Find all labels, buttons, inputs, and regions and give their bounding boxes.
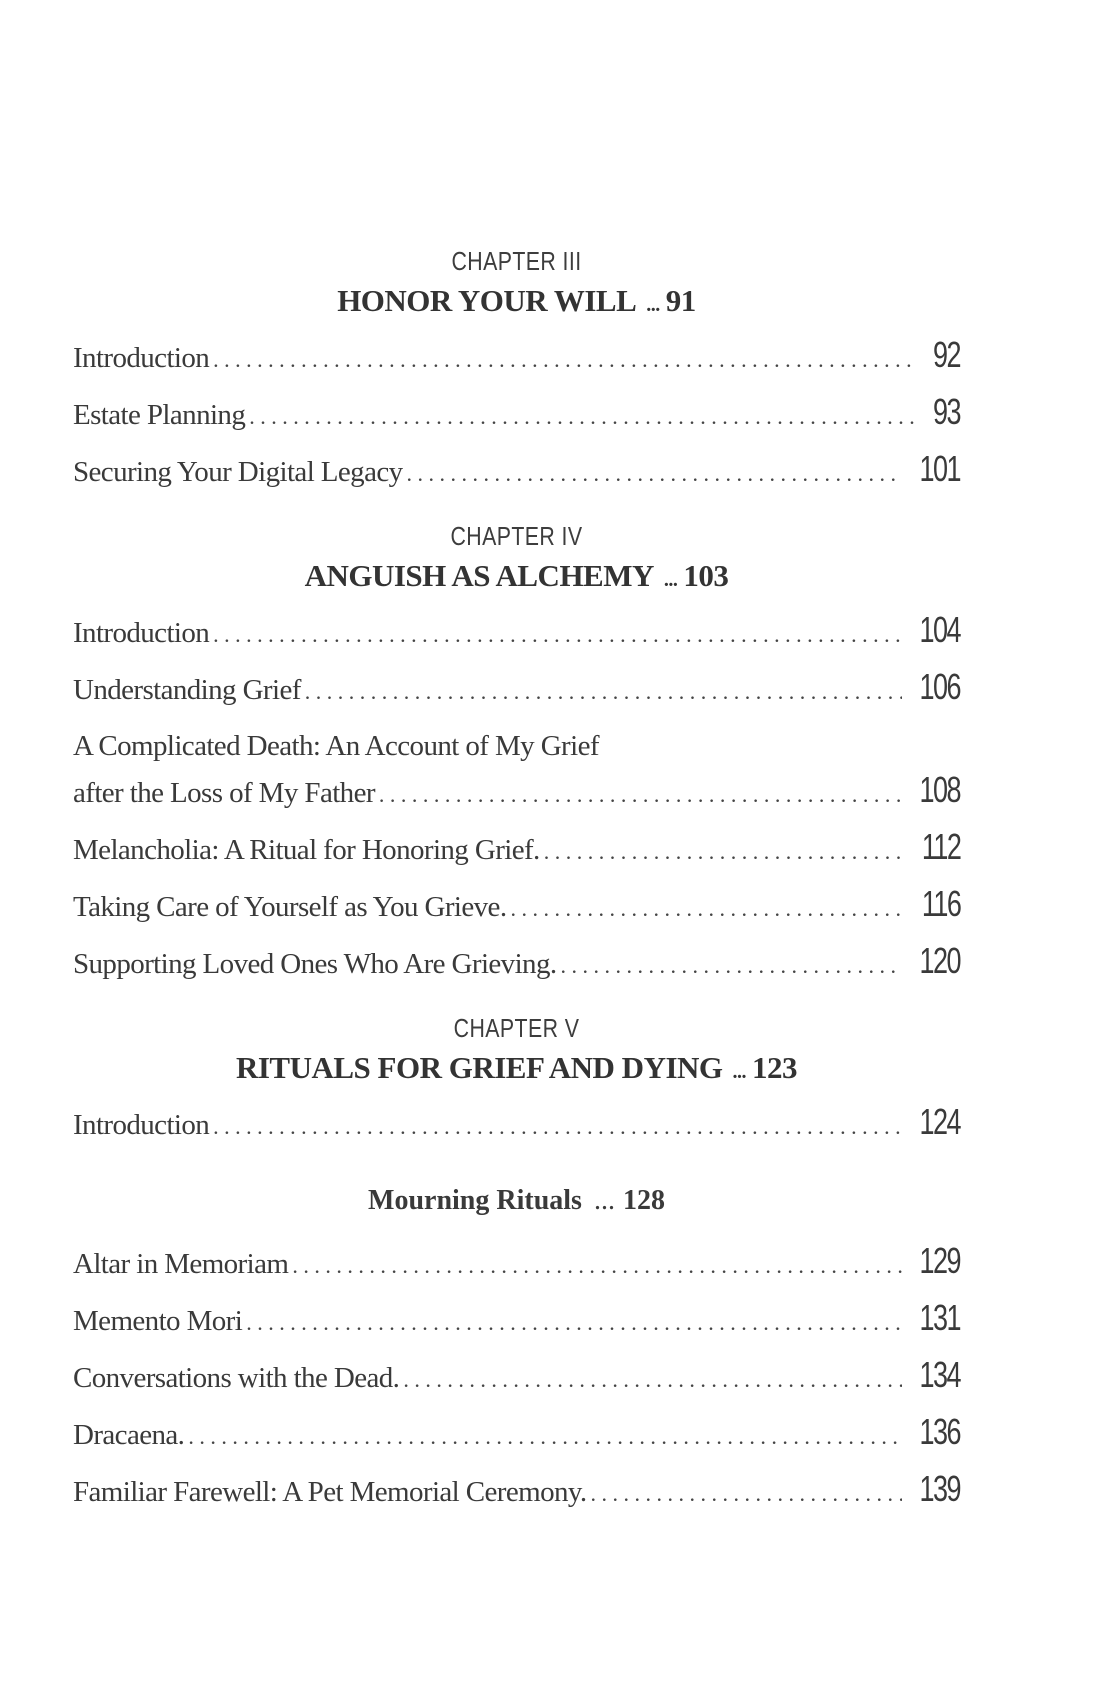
entry-page-number: 108 xyxy=(919,769,960,810)
entry-title: Introduction xyxy=(73,342,210,374)
chapter-page-number: 91 xyxy=(665,283,696,318)
entry-page-number: 92 xyxy=(932,334,960,375)
table-of-contents xyxy=(73,230,960,1525)
entry-page-number: 93 xyxy=(932,391,960,432)
ellipsis: ... xyxy=(593,1185,615,1216)
toc-entry[interactable] xyxy=(73,334,960,391)
entry-title: Estate Planning xyxy=(73,399,246,431)
toc-entry[interactable] xyxy=(73,1411,960,1468)
toc-entry[interactable] xyxy=(73,391,960,448)
chapter-page-number: 123 xyxy=(752,1050,798,1085)
entry-title-line-1: A Complicated Death: An Account of My Grief xyxy=(73,730,599,762)
dot-leader xyxy=(403,1367,902,1393)
dot-leader xyxy=(544,839,905,865)
ellipsis: ... xyxy=(646,294,660,316)
entry-row-2 xyxy=(73,769,960,826)
entry-page-number: 134 xyxy=(919,1354,960,1395)
toc-entry[interactable] xyxy=(73,1101,960,1158)
chapter-label: CHAPTER IV xyxy=(450,521,583,551)
chapter-title-text: ANGUISH AS ALCHEMY xyxy=(304,558,654,593)
entry-title: Understanding Grief xyxy=(73,674,301,706)
chapter-4 xyxy=(73,519,960,997)
entry-title: Altar in Memoriam xyxy=(73,1248,289,1280)
toc-entry[interactable] xyxy=(73,1354,960,1411)
toc-entry[interactable] xyxy=(73,883,960,940)
toc-entry[interactable] xyxy=(73,666,960,723)
subsection-title: Mourning Rituals xyxy=(368,1185,582,1216)
entry-page-number: 131 xyxy=(919,1297,960,1338)
entry-title: Familiar Farewell: A Pet Memorial Ceremony. xyxy=(73,1476,587,1508)
ellipsis: ... xyxy=(663,569,678,591)
subsection-heading[interactable] xyxy=(73,1166,960,1236)
toc-entry[interactable] xyxy=(73,609,960,666)
entry-page-number: 139 xyxy=(919,1468,960,1509)
toc-entry[interactable] xyxy=(73,1468,960,1525)
dot-leader xyxy=(407,461,902,487)
entry-page-number: 120 xyxy=(919,940,960,981)
entry-title: Introduction xyxy=(73,1109,210,1141)
entry-page-number: 106 xyxy=(919,666,960,707)
chapter-5 xyxy=(73,1011,960,1525)
dot-leader xyxy=(188,1424,902,1450)
entry-page-number: 101 xyxy=(919,448,960,489)
entry-title: Supporting Loved Ones Who Are Grieving. xyxy=(73,948,557,980)
toc-entry[interactable] xyxy=(73,826,960,883)
entry-title-line-2: after the Loss of My Father xyxy=(73,777,375,809)
toc-entry[interactable] xyxy=(73,448,960,505)
dot-leader xyxy=(510,896,904,922)
toc-entry[interactable] xyxy=(73,1240,960,1297)
entry-page-number: 124 xyxy=(919,1101,960,1142)
ellipsis: ... xyxy=(732,1061,747,1083)
dot-leader xyxy=(591,1481,902,1507)
chapter-label: CHAPTER III xyxy=(451,246,582,276)
entry-title: Introduction xyxy=(73,617,210,649)
entry-title: Memento Mori xyxy=(73,1305,243,1337)
entry-title: Dracaena. xyxy=(73,1419,185,1451)
chapter-title[interactable] xyxy=(73,1045,960,1091)
entry-title: Conversations with the Dead. xyxy=(73,1362,400,1394)
entry-title: Melancholia: A Ritual for Honoring Grief. xyxy=(73,834,540,866)
dot-leader xyxy=(561,953,902,979)
toc-entry[interactable] xyxy=(73,723,960,826)
entry-page-number: 136 xyxy=(919,1411,960,1452)
chapter-page-number: 103 xyxy=(683,558,729,593)
dot-leader xyxy=(213,347,916,373)
entry-page-number: 104 xyxy=(919,609,960,650)
dot-leader xyxy=(213,1114,902,1140)
chapter-3 xyxy=(73,244,960,505)
entry-title: Taking Care of Yourself as You Grieve. xyxy=(73,891,507,923)
chapter-title[interactable] xyxy=(73,553,960,599)
toc-entry[interactable] xyxy=(73,940,960,997)
dot-leader xyxy=(292,1253,902,1279)
chapter-title-text: HONOR YOUR WILL xyxy=(337,283,637,318)
chapter-label: CHAPTER V xyxy=(453,1013,580,1043)
dot-leader xyxy=(305,679,902,705)
chapter-title[interactable] xyxy=(73,278,960,324)
dot-leader xyxy=(249,404,916,430)
dot-leader xyxy=(246,1310,902,1336)
entry-page-number: 116 xyxy=(921,883,960,924)
dot-leader xyxy=(379,782,902,808)
dot-leader xyxy=(213,622,902,648)
toc-entry[interactable] xyxy=(73,1297,960,1354)
entry-title: Securing Your Digital Legacy xyxy=(73,456,403,488)
chapter-title-text: RITUALS FOR GRIEF AND DYING xyxy=(235,1050,723,1085)
subsection-page-number: 128 xyxy=(622,1185,665,1216)
entry-page-number: 112 xyxy=(921,826,960,867)
entry-page-number: 129 xyxy=(919,1240,960,1281)
